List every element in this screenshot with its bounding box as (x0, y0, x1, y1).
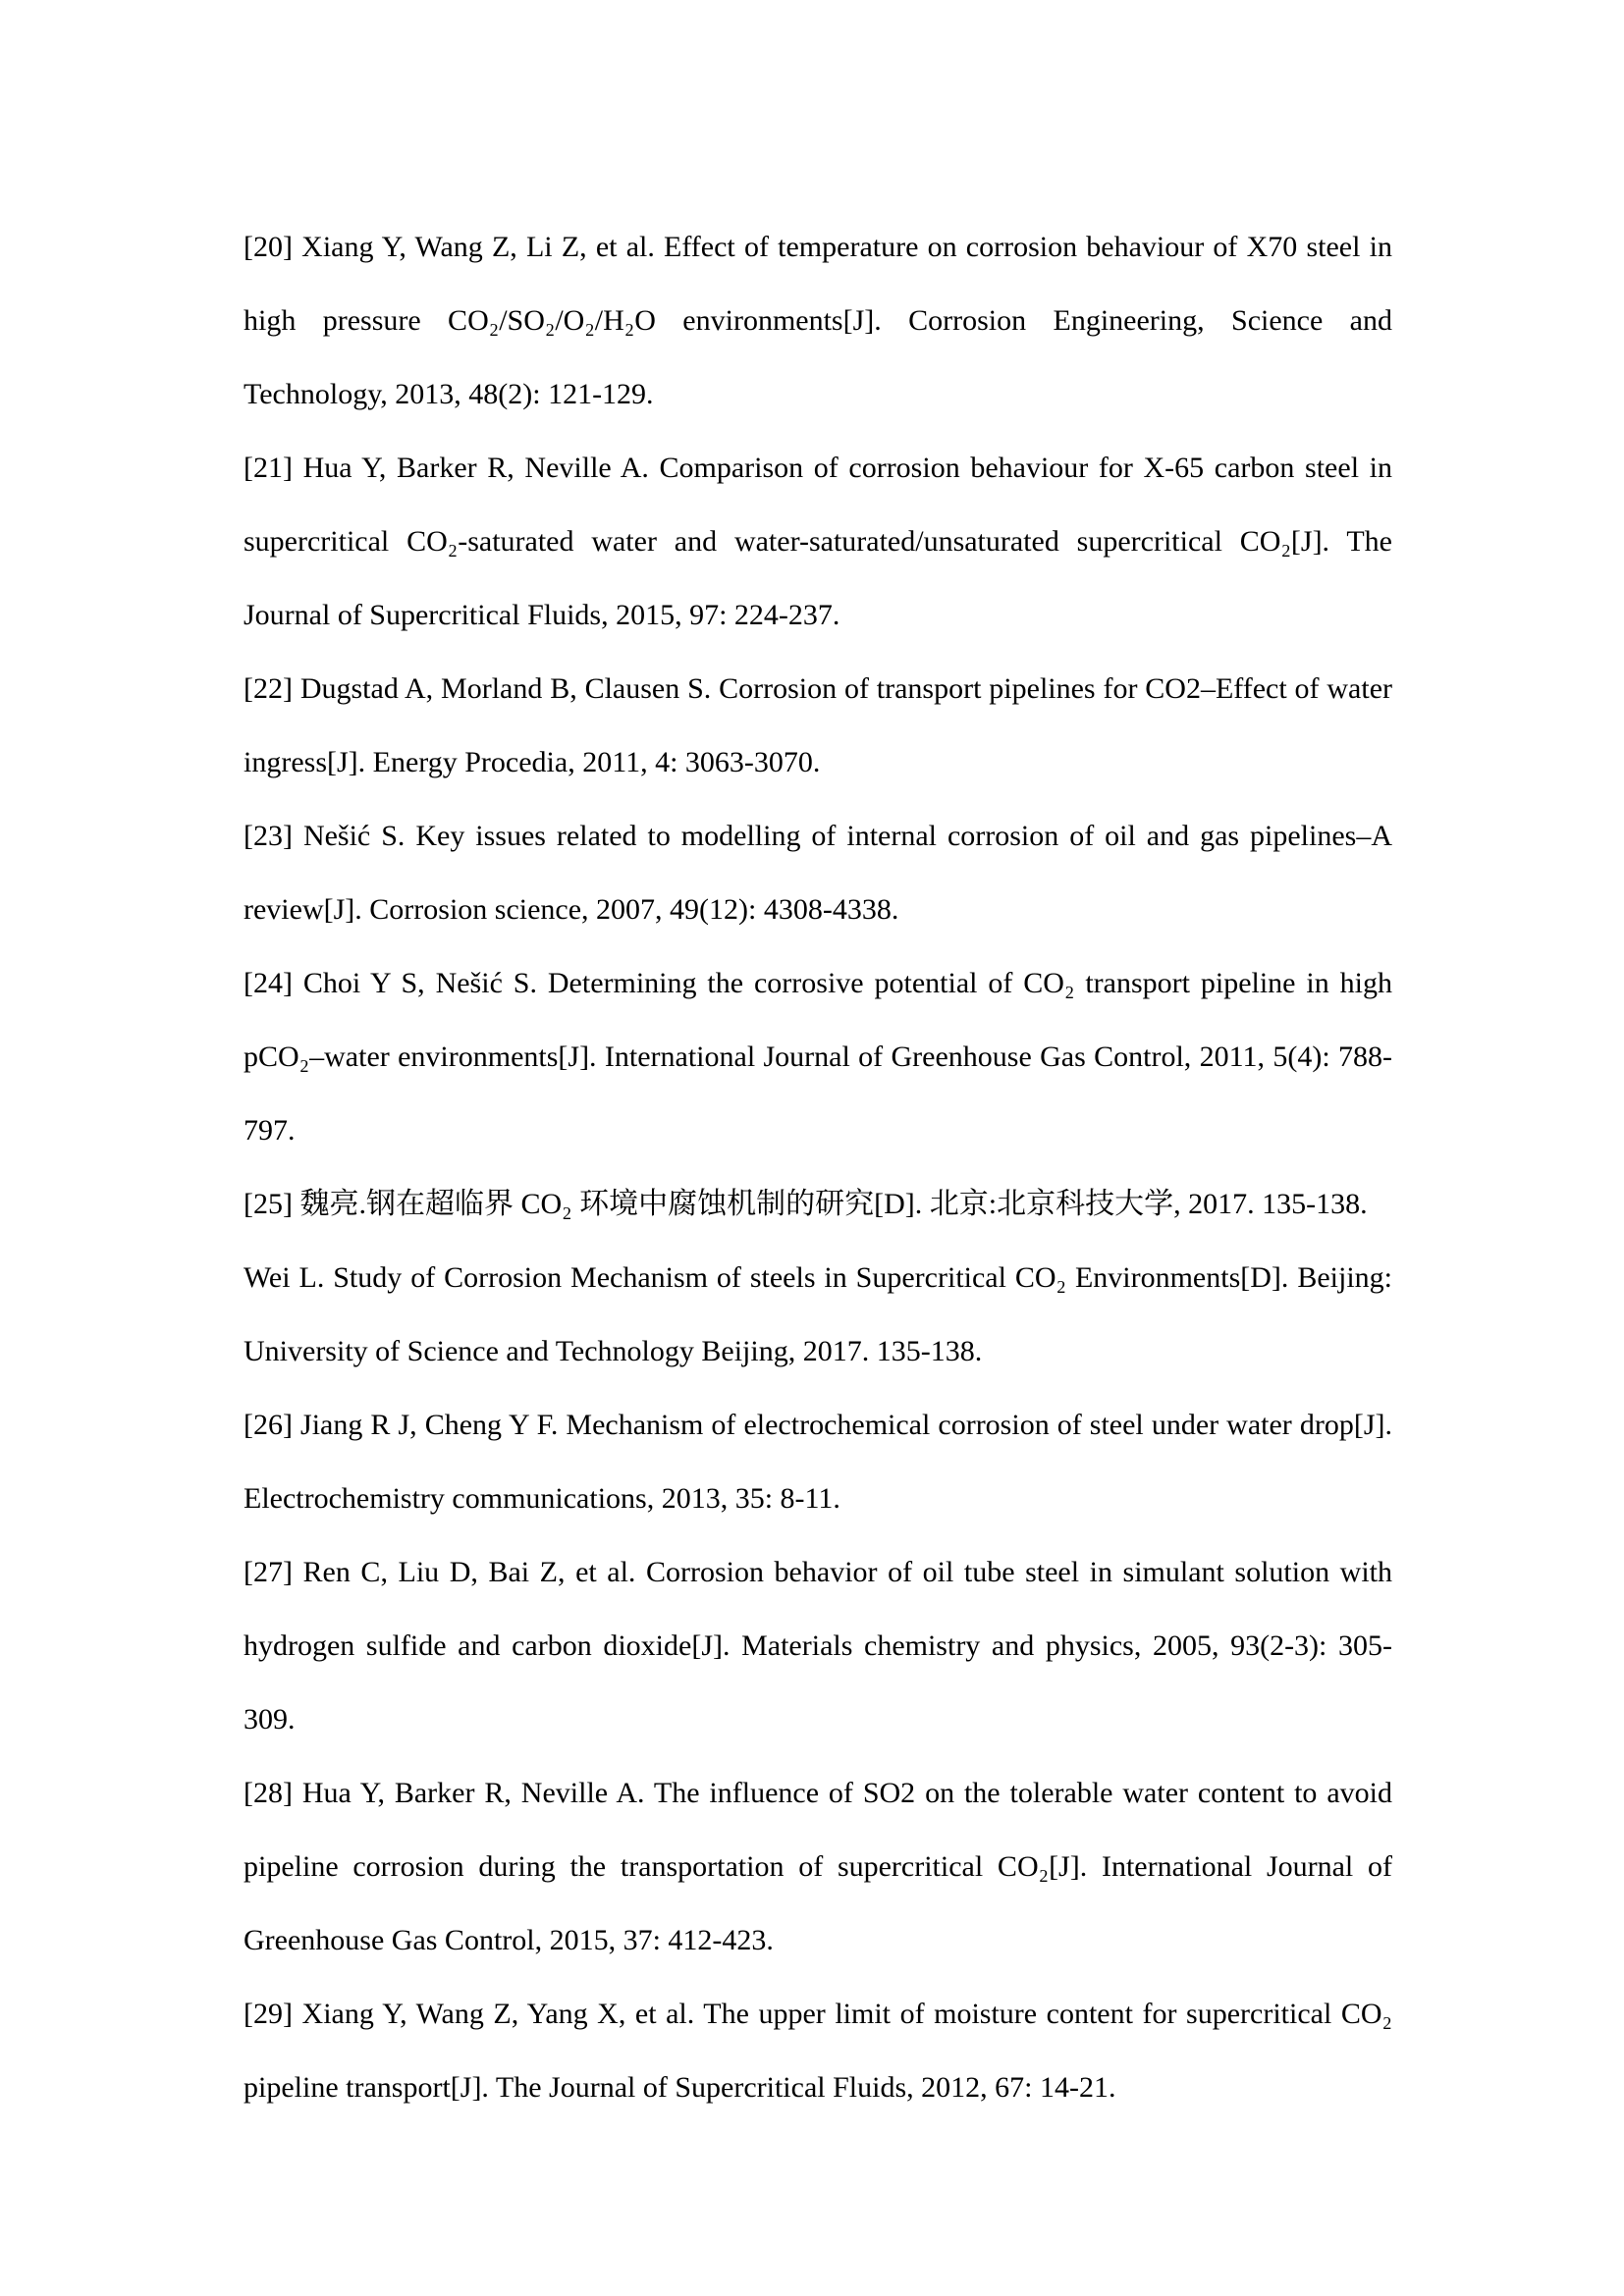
reference-entry-20: [20] Xiang Y, Wang Z, Li Z, et al. Effect of temperature on corrosion behaviour of X70 steel in high pressure CO₂/SO₂/O₂/H₂O environments[J]. Corrosion Engineering, Science and Technology, 2013, 48(2): 121-129. (244, 231, 1392, 410)
reference-entry-21: [21] Hua Y, Barker R, Neville A. Comparison of corrosion behaviour for X-65 carbon steel in supercritical CO₂-saturated water and water-saturated/unsaturated supercritical CO₂[J]. The Journal of Supercritical Fluids, 2015, 97: 224-237. (244, 452, 1392, 631)
reference-entry-23: [23] Nešić S. Key issues related to modelling of internal corrosion of oil and gas pipelines–A review[J]. Corrosion science, 2007, 49(12): 4308-4338. (244, 820, 1392, 926)
references-list (244, 210, 1392, 2124)
reference-entry-27: [27] Ren C, Liu D, Bai Z, et al. Corrosion behavior of oil tube steel in simulant solution with hydrogen sulfide and carbon dioxide[J]. Materials chemistry and physics, 2005, 93(2-3): 305-309. (244, 1556, 1392, 1735)
reference-entry-24: [24] Choi Y S, Nešić S. Determining the corrosive potential of CO₂ transport pipeline in high pCO₂–water environments[J]. International Journal of Greenhouse Gas Control, 2011, 5(4): 788-797. (244, 967, 1392, 1147)
reference-entry-29: [29] Xiang Y, Wang Z, Yang X, et al. The upper limit of moisture content for supercritical CO₂ pipeline transport[J]. The Journal of Supercritical Fluids, 2012, 67: 14-21. (244, 1998, 1392, 2104)
reference-entry-25-translation: Wei L. Study of Corrosion Mechanism of steels in Supercritical CO₂ Environments[D]. Beijing: University of Science and Technology Beijing, 2017. 135-138. (244, 1261, 1392, 1367)
reference-entry-28: [28] Hua Y, Barker R, Neville A. The influence of SO2 on the tolerable water content to avoid pipeline corrosion during the transportation of supercritical CO₂[J]. International Journal of Greenhouse Gas Control, 2015, 37: 412-423. (244, 1777, 1392, 1956)
reference-entry-26: [26] Jiang R J, Cheng Y F. Mechanism of electrochemical corrosion of steel under water drop[J]. Electrochemistry communications, 2013, 35: 8-11. (244, 1409, 1392, 1515)
reference-entry-25-original: [25] 魏亮.钢在超临界 CO₂ 环境中腐蚀机制的研究[D]. 北京:北京科技大学, 2017. 135-138. (244, 1188, 1368, 1220)
reference-entry-22: [22] Dugstad A, Morland B, Clausen S. Corrosion of transport pipelines for CO2–Effect of water ingress[J]. Energy Procedia, 2011, 4: 3063-3070. (244, 672, 1392, 778)
